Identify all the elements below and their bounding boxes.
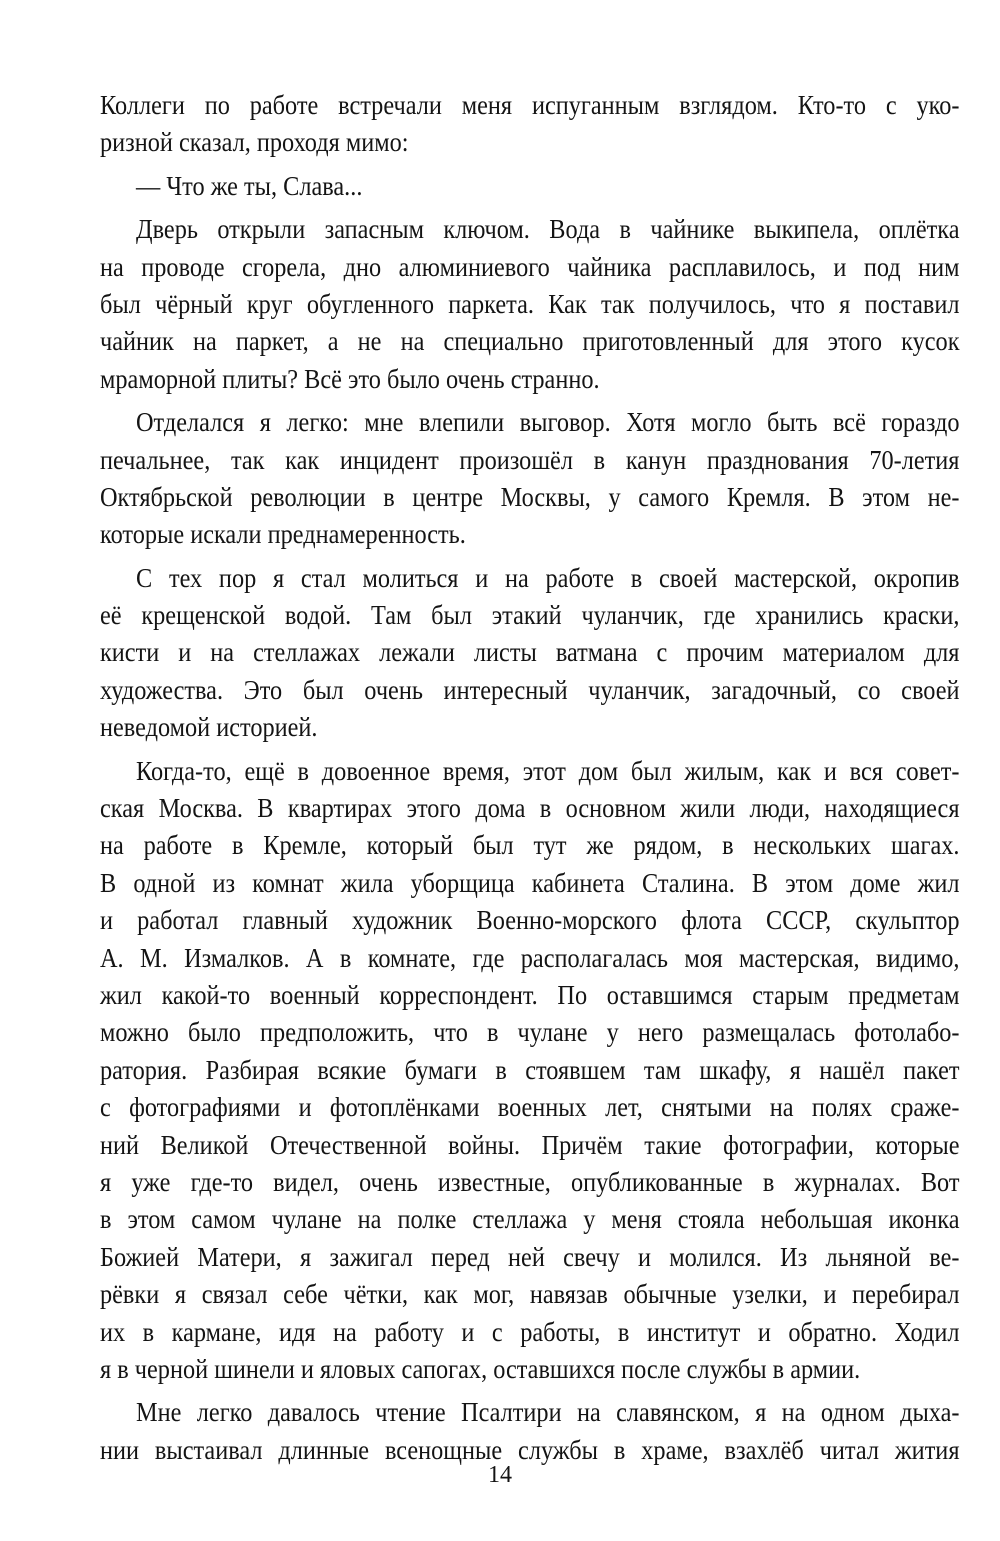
text-line: Когда-то, ещё в довоенное время, этот дом был жилым, как и вся совет-	[136, 755, 960, 786]
text-line: был чёрный круг обугленного паркета. Как так получилось, что я поставил	[100, 288, 960, 319]
text-line: Октябрьской революции в центре Москвы, у самого Кремля. В этом не-	[100, 481, 960, 512]
text-line: Дверь открыли запасным ключом. Вода в чайнике выкипела, оплётка	[136, 214, 960, 245]
text-line: на работе в Кремле, который был тут же рядом, в нескольких шагах.	[100, 830, 960, 861]
page-number: 14	[488, 1462, 512, 1488]
text-line: ний Великой Отечественной войны. Причём такие фотографии, которые	[100, 1129, 960, 1160]
text-line: ризной сказал, проходя мимо:	[100, 127, 409, 158]
text-line: на проводе сгорела, дно алюминиевого чайника расплавилось, и под ним	[100, 251, 960, 282]
text-line: нии выстаивал длинные всенощные службы в храме, взахлёб читал жития	[100, 1434, 960, 1465]
text-line: Отделался я легко: мне влепили выговор. Хотя могло быть всё гораздо	[136, 407, 960, 438]
text-line: Божией Матери, я зажигал перед ней свечу и молился. Из льняной ве-	[100, 1241, 960, 1272]
text-line: я уже где-то видел, очень известные, опубликованные в журналах. Вот	[100, 1166, 960, 1197]
text-line: Коллеги по работе встречали меня испуганным взглядом. Кто-то с уко-	[100, 90, 960, 120]
text-line: в этом самом чулане на полке стеллажа у меня стояла небольшая иконка	[100, 1204, 960, 1235]
text-line: её крещенской водой. Там был этакий чуланчик, где хранились краски,	[100, 600, 960, 631]
text-line: можно было предположить, что в чулане у него размещалась фотолабо-	[100, 1017, 960, 1048]
text-line: неведомой историей.	[100, 712, 318, 743]
paragraph	[100, 404, 960, 554]
paragraph	[100, 560, 960, 747]
text-line: Мне легко давалось чтение Псалтири на славянском, я на одном дыха-	[136, 1397, 960, 1428]
text-line: ская Москва. В квартирах этого дома в основном жили люди, находящиеся	[100, 793, 960, 824]
text-line: мраморной плиты? Всё это было очень странно.	[100, 363, 600, 394]
paragraph	[100, 1394, 960, 1469]
text-line: А. М. Измалков. А в комнате, где располагалась моя мастерская, видимо,	[100, 942, 960, 973]
text-line: — Что же ты, Слава...	[136, 170, 363, 201]
text-line: С тех пор я стал молиться и на работе в своей мастерской, окропив	[136, 562, 960, 593]
paragraph	[100, 168, 960, 205]
paragraph	[100, 211, 960, 398]
text-line: с фотографиями и фотоплёнками военных лет, снятыми на полях сраже-	[100, 1092, 960, 1123]
paragraph	[100, 753, 960, 1389]
text-line: которые искали преднамеренность.	[100, 519, 466, 550]
text-line: печальнее, так как инцидент произошёл в канун празднования 70-летия	[100, 444, 960, 475]
text-line: ратория. Разбирая всякие бумаги в стоявшем там шкафу, я нашёл пакет	[100, 1054, 960, 1085]
text-line: их в кармане, идя на работу и с работы, в институт и обратно. Ходил	[100, 1316, 960, 1347]
text-line: я в черной шинели и яловых сапогах, оставшихся после службы в армии.	[100, 1353, 861, 1384]
text-line: художества. Это был очень интересный чуланчик, загадочный, со своей	[100, 674, 960, 705]
text-line: и работал главный художник Военно-морского флота СССР, скульптор	[100, 905, 960, 936]
text-line: В одной из комнат жила уборщица кабинета Сталина. В этом доме жил	[100, 867, 960, 898]
paragraph	[100, 87, 960, 162]
text-line: кисти и на стеллажах лежали листы ватмана с прочим материалом для	[100, 637, 960, 668]
body-text	[100, 87, 960, 1475]
text-line: чайник на паркет, а не на специально приготовленный для этого кусок	[100, 326, 960, 357]
text-line: рёвки я связал себе чётки, как мог, навязав обычные узелки, и перебирал	[100, 1279, 960, 1310]
text-line: жил какой-то военный корреспондент. По оставшимся старым предметам	[100, 979, 960, 1010]
